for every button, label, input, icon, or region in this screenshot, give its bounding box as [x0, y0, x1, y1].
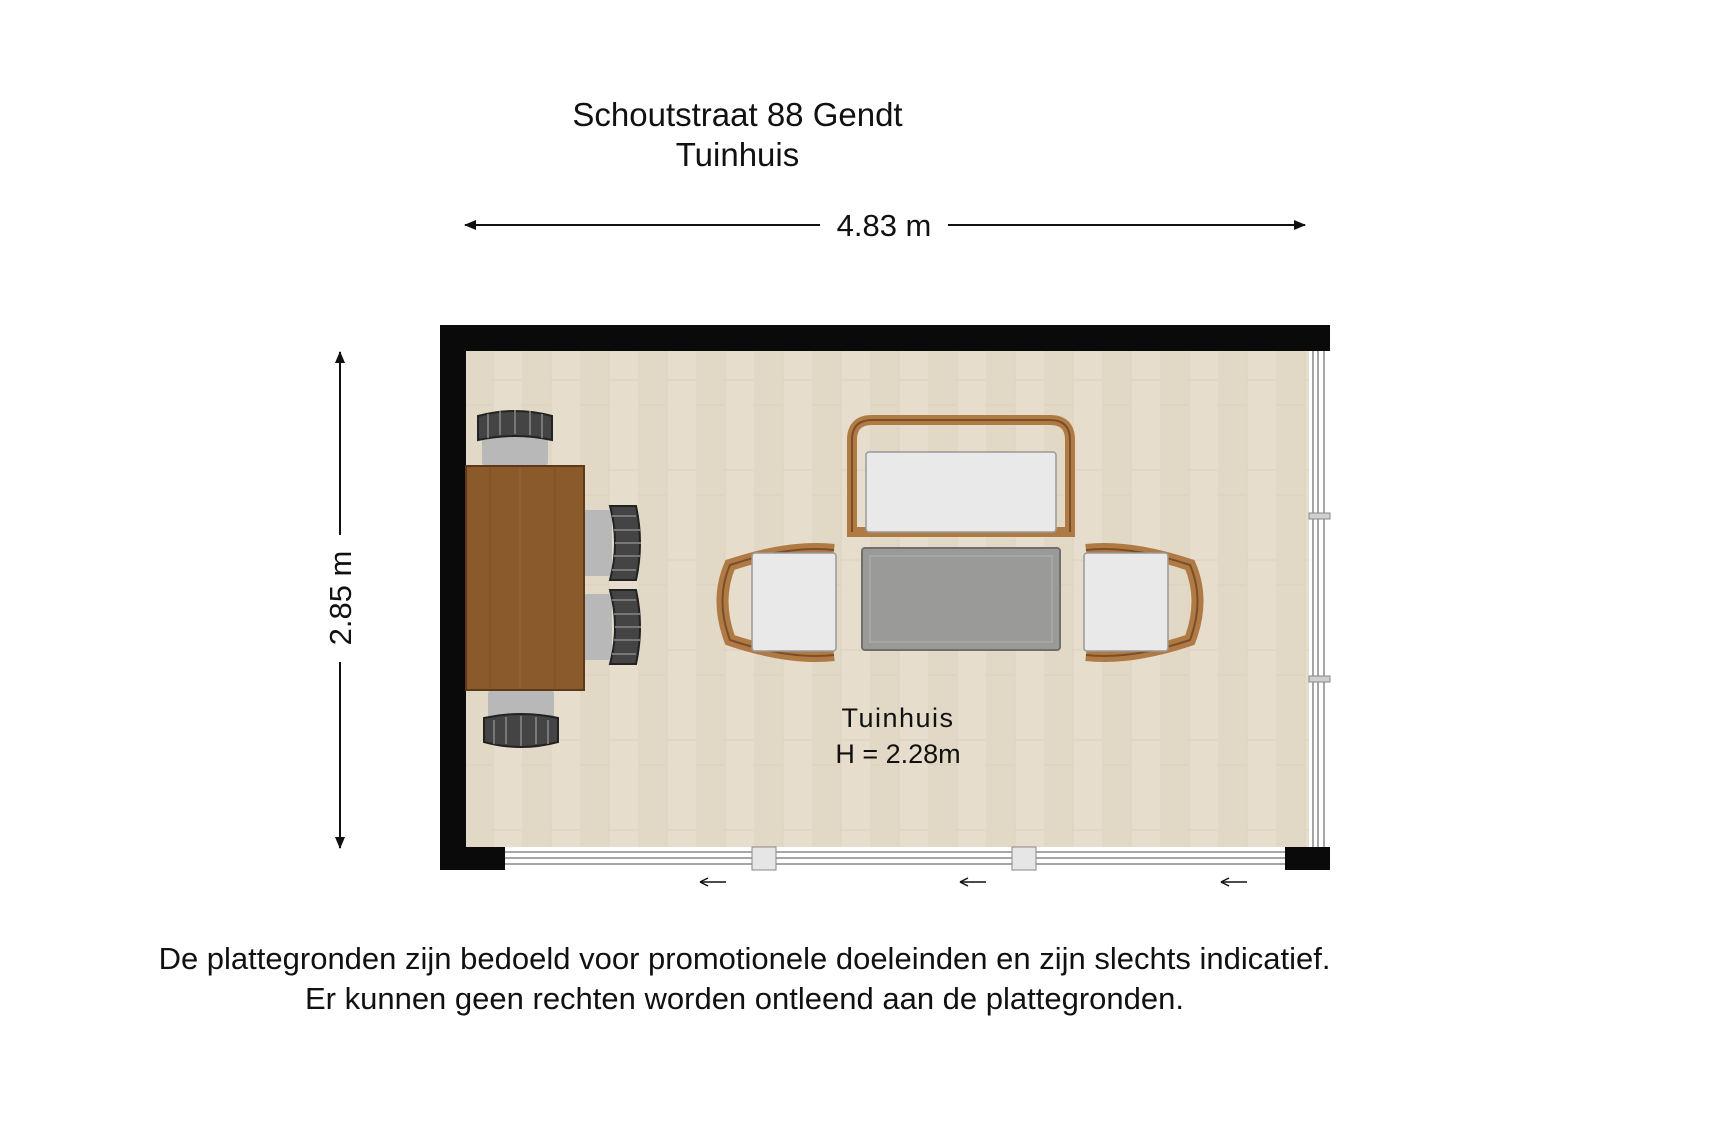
room-name-label: Tuinhuis	[841, 703, 955, 733]
sliding-door-arrow-icon	[1221, 878, 1247, 886]
chair-icon	[582, 506, 641, 580]
room-subtitle: Tuinhuis	[675, 136, 800, 173]
sliding-door-arrow-icon	[960, 878, 986, 886]
chair-icon	[582, 590, 641, 664]
room-height-label: H = 2.28m	[835, 739, 961, 769]
depth-dimension	[323, 352, 358, 848]
right-window	[1309, 351, 1330, 847]
sliding-door-arrows	[700, 878, 1247, 886]
chair-icon	[484, 690, 558, 747]
address-title: Schoutstraat 88 Gendt	[572, 96, 903, 133]
depth-label: 2.85 m	[323, 550, 358, 646]
width-label: 4.83 m	[836, 208, 932, 243]
sliding-door-arrow-icon	[700, 878, 726, 886]
width-dimension	[465, 208, 1305, 243]
disclaimer-line-2: Er kunnen geen rechten worden ontleend aan de plattegronden.	[304, 981, 1184, 1016]
chair-icon	[478, 410, 552, 466]
dining-table-icon	[466, 466, 584, 690]
coffee-table-icon	[862, 548, 1060, 650]
disclaimer-line-1: De plattegronden zijn bedoeld voor promotionele doeleinden en zijn slechts indicatief.	[158, 941, 1331, 976]
